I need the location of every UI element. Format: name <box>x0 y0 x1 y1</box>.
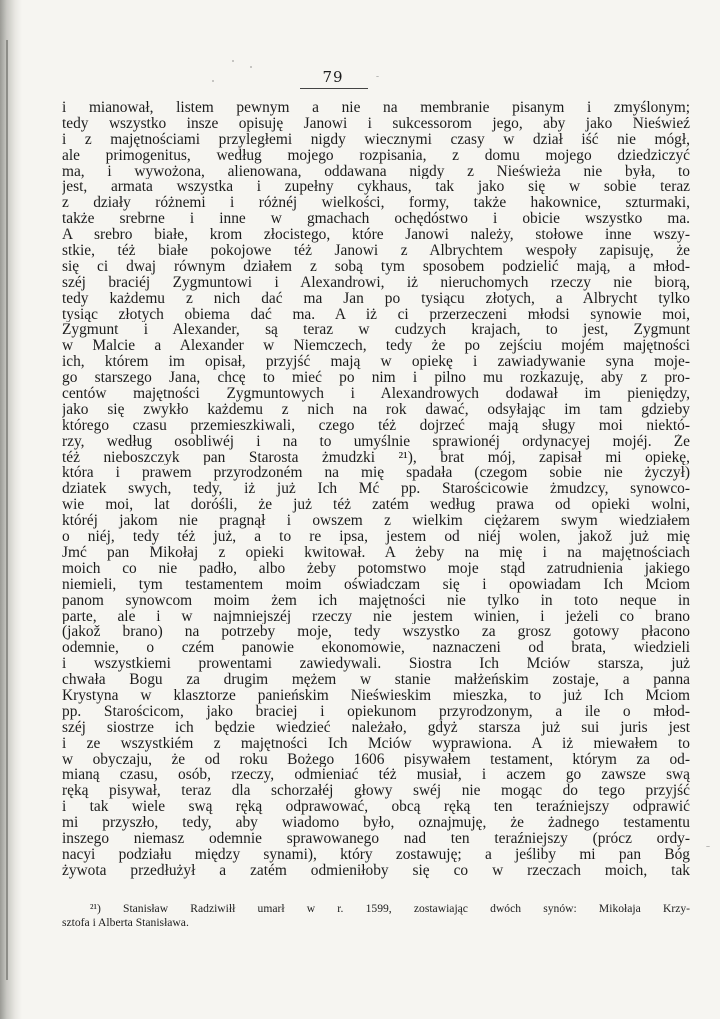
text-line: i z majętnościami przyległemi nigdy wiecznymi czasy w dział iść nie mógł, <box>62 131 690 148</box>
scan-speck <box>376 76 379 77</box>
text-line: ich, którem im opisał, przyjść mają w opiekę i zawiadywanie syna moje- <box>62 354 690 371</box>
text-line: i wszystkiemi prowentami zawiedywali. Siostra Ich Mciów starsza, już <box>62 656 690 673</box>
text-line: Krystyna w klasztorze panieńskim Nieświeskim mieszka, to już Ich Mciom <box>62 687 690 704</box>
footnote-block <box>62 902 690 930</box>
text-line: inszego niemasz odemnie sprawowanego nad ten teraźniejszy (prócz ordy- <box>62 830 690 847</box>
text-line: ręką pisywał, teraz dla schorzałéj głowy swéj nie mogąc do tego przyjść <box>62 783 690 800</box>
text-line: w obyczaju, że od roku Bożego 1606 pisywałem testament, którym za od- <box>62 751 690 768</box>
text-line: żywota przedłużył a zatém odmieniłoby się co w rzeczach moich, tak <box>62 862 690 879</box>
binding-crease <box>6 40 8 980</box>
text-line: wie moi, lat doróśli, że już téż zatém według prawa od opieki wolni, <box>62 497 690 514</box>
text-line: tedy każdemu z nich dać ma Jan po tysiącu złotych, a Albrycht tylko <box>62 290 690 307</box>
text-line: panom synowcom moim żem ich majętności nie tylko in toto neque in <box>62 592 690 609</box>
page-number: 79 <box>322 68 344 86</box>
text-line: Jmć pan Mikołaj z opieki kwitował. A żeby na mię i na majętnościach <box>62 544 690 561</box>
text-line: chwała Bogu za drugim mężem w stanie małżeńskim zostaje, a panna <box>62 672 690 688</box>
text-line: któréj jakom nie pragnął i owszem z wielkim ciężarem swym wiedziałem <box>62 513 690 530</box>
text-line: mi przyszło, tedy, aby wiadomo było, oznajmuję, że żadnego testamentu <box>62 815 690 831</box>
text-line: jest, armata wszystka i zupełny cykhaus, tak jako się w sobie teraz <box>62 179 690 196</box>
text-line: tedy wszystko insze opisuję Janowi i sukcessorom jego, aby jako Nieświeź <box>62 115 690 132</box>
text-line: niemieli, tym testamentem moim oświadczam się i opowiadam Ich Mciom <box>62 576 690 593</box>
text-line: o niéj, tedy téż już, a to re ipsa, jestem od niéj wolen, jakož już mię <box>62 529 690 545</box>
text-line: ale primogenitus, według mojego rozpisania, z domu mojego dziedziczyć <box>62 147 690 164</box>
text-line: rzy, według osobliwéj i na to umyślnie sprawionéj ordynacyej mojéj. Że <box>62 433 690 450</box>
main-text-block <box>62 100 690 879</box>
text-line: Zygmunt i Alexander, są teraz w cudzych krajach, to jest, Zygmunt <box>62 322 690 339</box>
text-line: tysiąc złotych obiema dać ma. A iż ci przerzeczeni młodsi synowie moi, <box>62 306 690 323</box>
scan-speck <box>232 60 234 62</box>
text-line: centów majętności Zygmuntowych i Alexandrowych dodawał im pieniędzy, <box>62 386 690 402</box>
page-number-rule <box>300 88 368 89</box>
text-line: stkie, téż białe pokojowe téż Janowi z Albrychtem wespoły zapisuję, że <box>62 243 690 259</box>
text-line: i mianował, listem pewnym a nie na membranie pisanym i zmyślonym; <box>62 100 690 116</box>
text-line: ma, i wywożona, alienowana, oddawana nigdy z Nieświeża nie była, to <box>62 163 690 180</box>
text-line: i tak wiele swą ręką odprawować, obcą ręką ten teraźniejszy odprawić <box>62 799 690 816</box>
text-line: dziatek swych, tedy, iż już Ich Mć pp. Starościcowie żmudzcy, synowco- <box>62 481 690 498</box>
text-line: także srebrne i inne w gmachach ochędóstwo i obicie wszystko ma. <box>62 211 690 228</box>
scan-speck <box>212 80 214 82</box>
text-line: A srebro białe, krom złocistego, które Janowi należy, stołowe inne wszy- <box>62 227 690 244</box>
text-line: téż nieboszczyk pan Starosta żmudzki ²¹), brat mój, zapisał mi opiekę, <box>62 449 690 466</box>
scan-speck <box>250 66 252 68</box>
text-line: mianą czasu, osób, rzeczy, odmieniać téż musiał, i aczem go zawsze swą <box>62 767 690 784</box>
text-line: go starszego Jana, chcę to mieć po nim i pilno mu rozkazuję, aby z pro- <box>62 370 690 387</box>
text-line: nacyi podziału między synami), który zostawuję; a jeśliby mi pan Bóg <box>62 846 690 863</box>
book-binding-shadow <box>0 0 22 1019</box>
footnote-line: ²¹) Stanisław Radziwiłł umarł w r. 1599, zostawiając dwóch synów: Mikołaja Krzy- <box>90 902 690 915</box>
text-line: széj braciéj Zygmuntowi i Alexandrowi, iż nieruchomych rzeczy nie biorą, <box>62 274 690 291</box>
text-line: w Malcie a Alexander w Niemczech, tedy że po zejściu mojém majętności <box>62 338 690 355</box>
text-line: się ci dwaj równym działem z sobą tym sposobem podzielić mają, a młod- <box>62 258 690 275</box>
text-line: odemnie, o czém panowie ekonomowie, naznaczeni od brata, wiedzieli <box>62 640 690 657</box>
text-line: którego czasu przemieszkiwali, czego téż dojrzeć mają sługy moi niektó- <box>62 417 690 434</box>
scan-speck <box>706 846 710 847</box>
text-line: moich co nie padło, albo żeby potomstwo moje stąd zatrudnienia jakiego <box>62 560 690 577</box>
footnote-line: sztofa i Alberta Stanisława. <box>62 916 189 929</box>
text-line: pp. Starościcom, jako braciej i opiekunom przyrodzonym, a ile o młod- <box>62 703 690 720</box>
text-line: z działy różnemi i różnéj wielkości, formy, także hakownice, szturmaki, <box>62 195 690 212</box>
text-line: i ze wszystkiém z majętności Ich Mciów wyprawiona. A iż miewałem to <box>62 735 690 752</box>
text-line: jako się zwykło każdemu z nich na rok dawać, odsyłając im tam gdzieby <box>62 401 690 418</box>
text-line: (jakož brano) na potrzeby moje, tedy wszystko za grosz gotowy płacono <box>62 624 690 641</box>
text-line: która i prawem przyrodzoném na mię spadała (czegom sobie nie życzył) <box>62 465 690 482</box>
text-line: parte, ale i w najmniejszéj rzeczy nie jestem winien, i jeżeli co brano <box>62 608 690 625</box>
text-line: széj siostrze ich będzie wiedzieć należało, gdyż starsza już sui juris jest <box>62 719 690 736</box>
